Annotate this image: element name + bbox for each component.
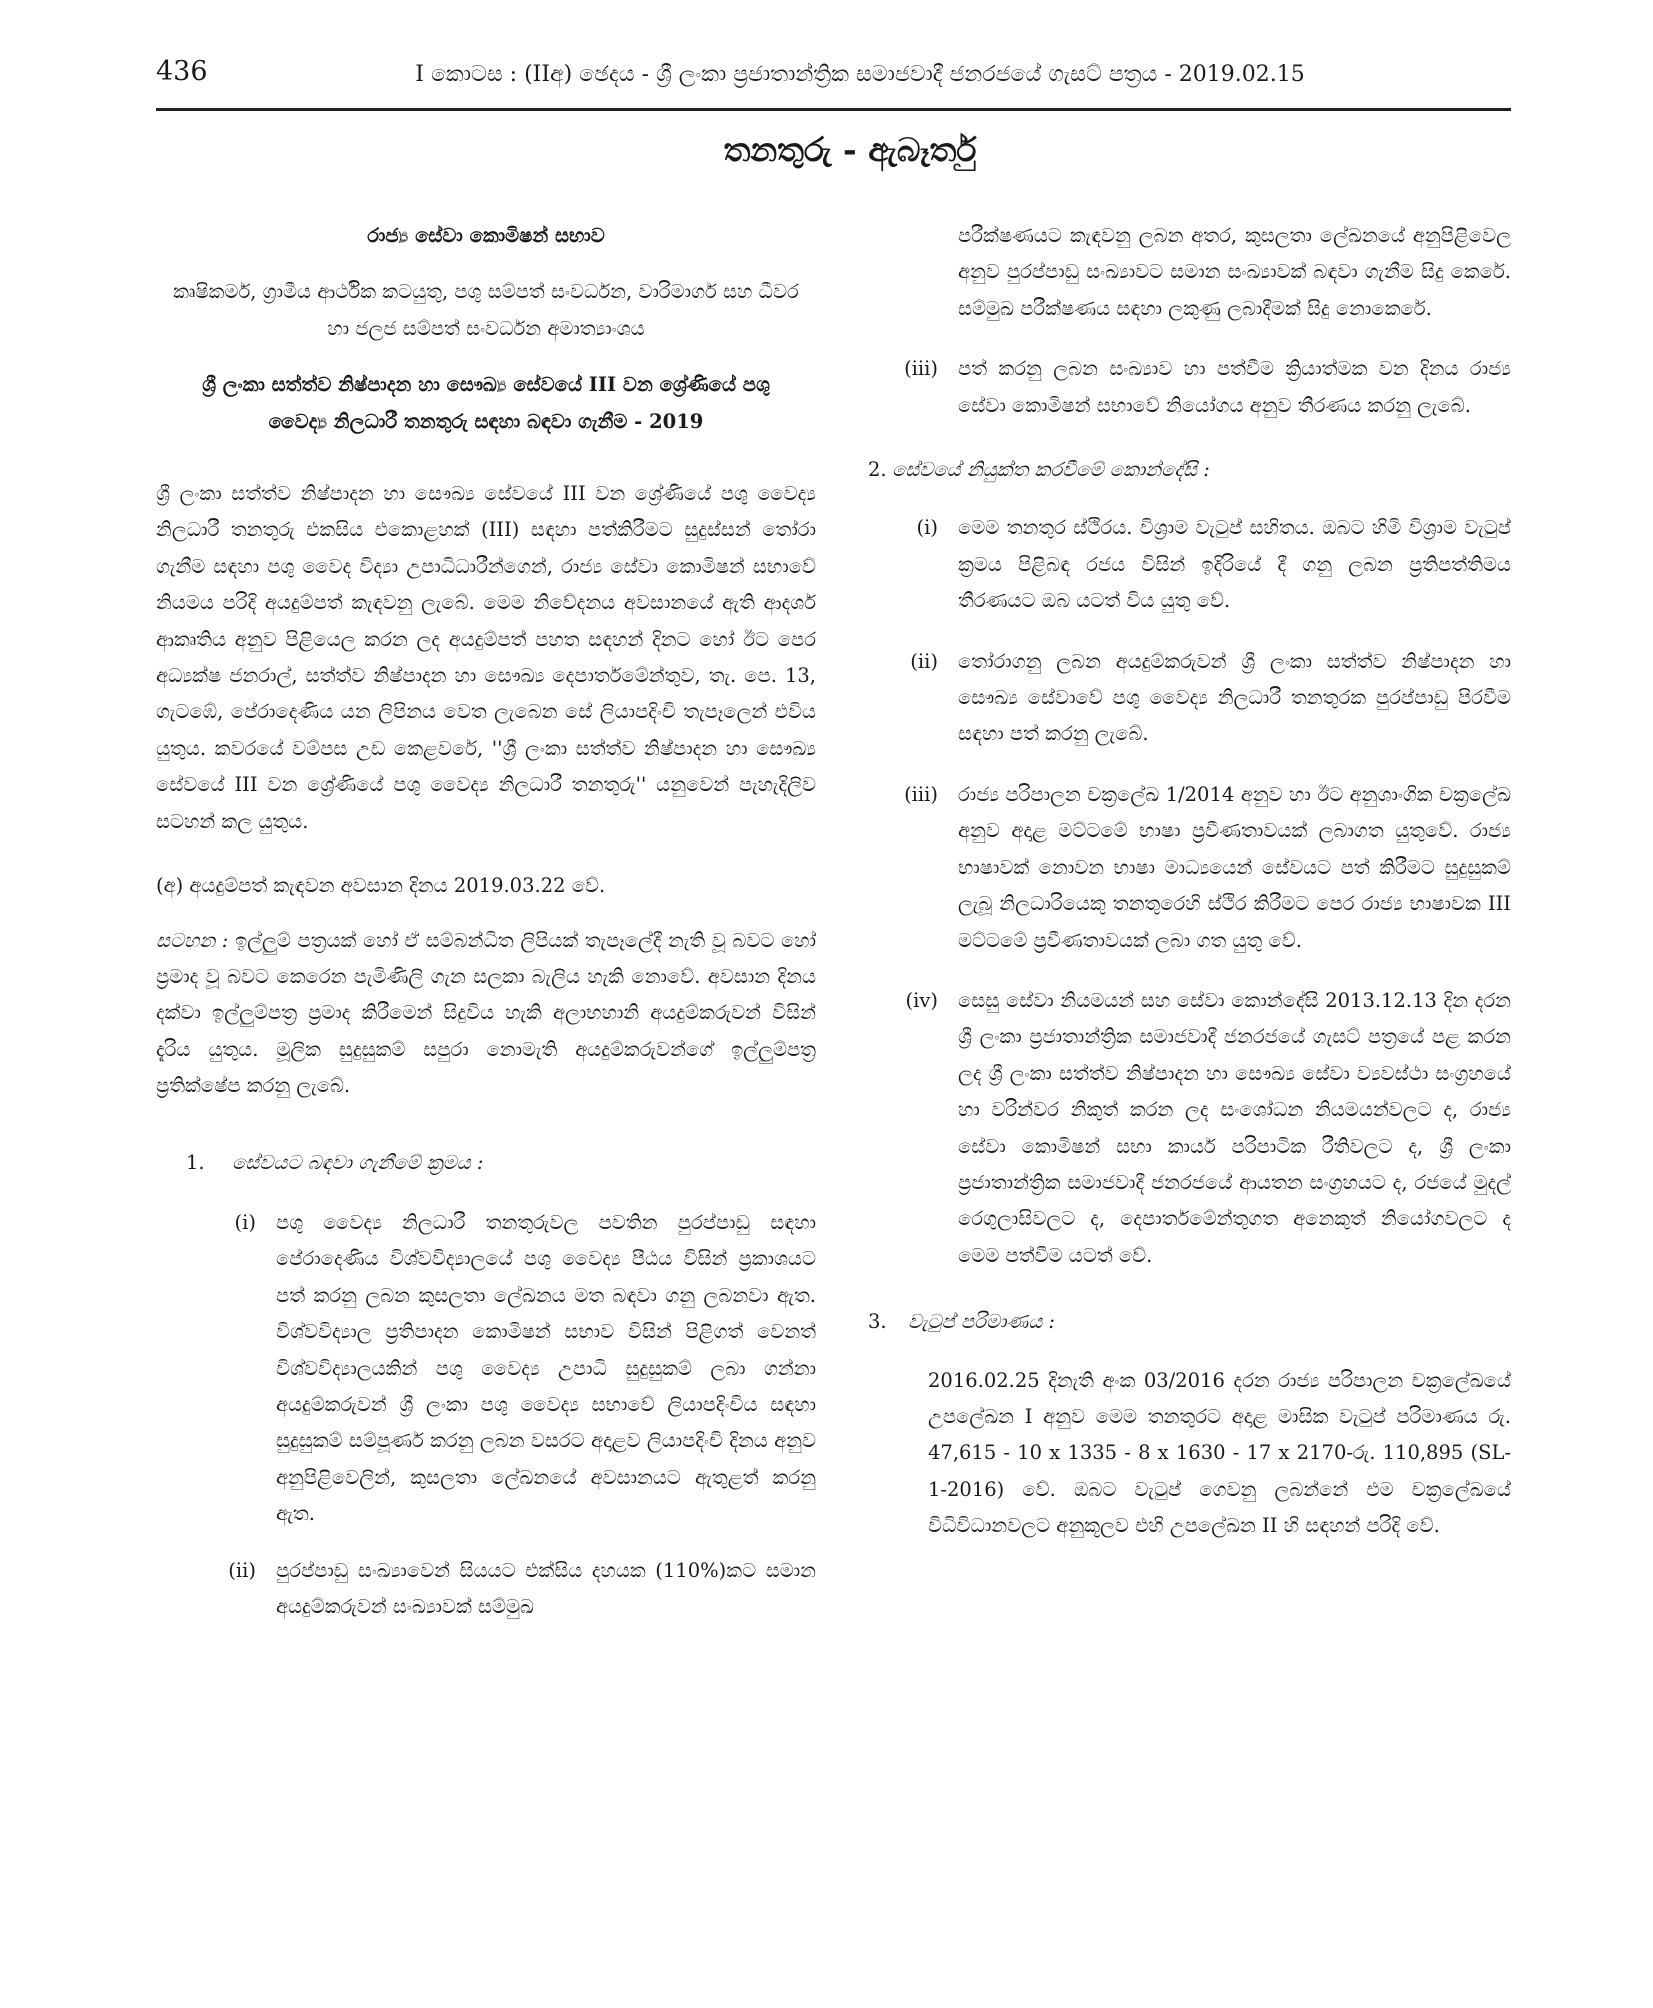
section-heading: සේවයට බඳවා ගැනීමේ ක්‍රමය : [232,1150,484,1174]
note-text: ඉල්ලුම් පත්‍රයක් හෝ ඒ සම්බන්ධිත ලිපියක් තැපෑලේදී නැති වූ බවට හෝ ප්‍රමාද වූ බවට කෙරෙන පැමිණිලි ගැන සලකා බැලිය හැකි නොවේ. අවසාන දිනය දක්වා ඉල්ලුම්පත්‍ර ප්‍රමාද කිරීමෙන් සිදුවිය හැකි අලාභහානි අයදුම්කරුවන් විසින් දැරිය යුතුය. මූලික සුදුසුකම් සපුරා නොමැති අයදුම්කරුවන්ගේ ඉල්ලුම්පත්‍ර ප්‍රතික්ෂේප කරනු ලැබේ. [156,928,816,1098]
item-number: (iii) [904,357,938,381]
salary-paragraph: 2016.02.25 දිනැති අංක 03/2016 දරන රාජ්‍ය පරිපාලන චක්‍රලේඛයේ උපලේඛන I අනුව මෙම තනතුරට අදාළ මාසික වැටුප් පරිමාණය රු. 47,615 - 10 x 1335 - 8 x 1630 - 17 x 2170-රු. 110,895 (SL-1-2016) වේ. ඔබට වැටුප් ගෙවනු ලබන්නේ එම චක්‍රලේඛයේ විධිවිධානවලට අනුකූලව එහි උපලේඛන II හි සඳහන් පරිදි වේ. [928,1368,1511,1538]
list-item [868,644,1511,753]
item-number: (i) [234,1210,256,1234]
org-heading: රාජ්‍ය සේවා කොමිෂන් සභාව [367,224,605,247]
page-number: 436 [156,56,208,87]
ministry-heading: කෘෂිකර්ම, ග්‍රාමීය ආර්ථික කටයුතු, පශු සම්පත් සංවර්ධන, වාරිමාර්ග සහ ධීවර හා ජලජ සම්පත් සංවර්ධන අමාත්‍යාංශය [173,280,799,340]
closing-date: (අ) අයදුම්පත් කැඳවන අවසාන දිනය 2019.03.22 වේ. [156,874,606,898]
list-item [868,351,1511,424]
item-number: (iii) [904,782,938,806]
list-item [156,1553,816,1626]
section-heading: වැටුප් පරිමාණය : [908,1310,1055,1334]
item-text: සෙසු සේවා නියමයන් සහ සේවා කොන්දේසි 2013.12.13 දින දරන ශ්‍රී ලංකා ප්‍රජාතාන්ත්‍රික සමාජවාදී ජනරජයේ ගැසට් පත්‍රයේ පළ කරන ලද ශ්‍රී ලංකා සත්ත්ව නිෂ්පාදන හා සෞඛ්‍ය සේවා ව්‍යවස්ථා සංග්‍රහයේ හා වරින්වර නිකුත් කරන ලද සංශෝධන නියමයන්වලට ද, රාජ්‍ය සේවා කොමිෂන් සභා කාර්ය පරිපාටික රීතිවලට ද, ශ්‍රී ලංකා ප්‍රජාතාන්ත්‍රික සමාජවාදී ජනරජයේ ආයතන සංග්‍රහයට ද, රජයේ මුදල් රෙගුලාසිවලට ද, දෙපාර්තමේන්තුගත අනෙකුත් නියෝගවලට ද මෙම පත්වීම යටත් වේ. [958,988,1511,1267]
item-text: පුරප්පාඩු සංඛ්‍යාවෙන් සියයට එක්සිය දහයක (110%)කට සමාන අයදුම්කරුවන් සංඛ්‍යාවක් සම්මුඛ [276,1558,816,1618]
list-item [868,983,1511,1274]
right-column [868,218,1511,1545]
section-heading: සේවයේ නියුක්ත කරවීමේ කොන්දේසි : [892,458,1210,482]
section-title: තනතුරු - ඇබෑර්තු [723,130,977,169]
list-item [156,1205,816,1533]
note-label: සටහන : [156,928,229,952]
item-text: තෝරාගනු ලබන අයදුම්කරුවන් ශ්‍රී ලංකා සත්ත්ව නිෂ්පාදන හා සෞඛ්‍ය සේවාවේ පශු වෛද්‍ය නිලධාරී තනතුරක පුරප්පාඩු පිරවීම සඳහා පත් කරනු ලැබේ. [958,649,1511,746]
running-header: I කොටස : (IIඅ) ඡෙදය - ශ්‍රී ලංකා ප්‍රජාතාන්ත්‍රික සමාජවාදී ජනරජයේ ගැසට් පත්‍රය - 2019.02.15 [415,62,1305,87]
item-text: පත් කරනු ලබන සංඛ්‍යාව හා පත්වීම ක්‍රියාත්මක වන දිනය රාජ්‍ය සේවා කොමිෂන් සභාවේ නියෝගය අනුව තීරණය කරනු ලැබේ. [958,357,1511,417]
section-3-heading [868,1304,1511,1340]
list-item [868,510,1511,619]
intro-paragraph: ශ්‍රී ලංකා සත්ත්ව නිෂ්පාදන හා සෞඛ්‍ය සේවයේ III වන ශ්‍රේණියේ පශු වෛද්‍ය නිලධාරී තනතුරු එකසිය එකොළහක් (III) සඳහා පත්කිරීමට සුදුස්සන් තෝරා ගැනීම සඳහා පශු වෛද විද්‍යා උපාධිධාරීන්ගෙන්, රාජ්‍ය සේවා කොමිෂන් සභාවේ නියමය පරිදි අයදුම්පත් කැඳවනු ලැබේ. මෙම නිවේදනය අවසානයේ ඇති ආදර්ශ ආකෘතිය අනුව පිළියෙල කරන ලද අයදුම්පත් පහත සඳහන් දිනට හෝ ඊට පෙර අධ්‍යක්ෂ ජනරාල්, සත්ත්ව නිෂ්පාදන හා සෞඛ්‍ය දෙපාර්තමේන්තුව, තැ. පෙ. 13, ගැටඹේ, පේරාදෙණිය යන ලිපිනය වෙත ලැබෙන සේ ලියාපදිංචි තැපෑලෙන් එවිය යුතුය. කවරයේ වම්පස උඩ කෙළවරේ, ''ශ්‍රී ලංකා සත්ත්ව නිෂ්පාදන හා සෞඛ්‍ය සේවයේ III වන ශ්‍රේණියේ පශු වෛද්‍ය නිලධාරී තනතුරු'' යනුවෙන් පැහැදිලිව සටහන් කල යුතුය. [156,482,816,833]
left-column [156,218,816,1625]
item-text: පශු වෛද්‍ය නිලධාරී තනතුරුවල පවතින පුරප්පාඩු සඳහා පේරාදෙණිය විශ්වවිද්‍යාලයේ පශු වෛද්‍ය පීඨය විසින් ප්‍රකාශයට පත් කරනු ලබන කුසලතා ලේඛනය මත බඳවා ගනු ලබනවා ඇත. විශ්වවිද්‍යාල ප්‍රතිපාදන කොමිෂන් සභාව විසින් පිළිගත් වෙනත් විශ්වවිද්‍යාලයකින් පශු වෛද්‍ය උපාධි සුදුසුකම් ලබා ගන්නා අයදුම්කරුවන් ශ්‍රී ලංකා පශු වෛද්‍ය සභාවේ ලියාපදිංචිය සඳහා සුදුසුකම් සම්පූර්ණ කරනු ලබන වසරට අදාළව ලියාපදිංචි දිනය අනුව අනුපිළිවෙලින්, කුසලතා ලේඛනයේ අවසානයට ඇතුළත් කරනු ඇත. [276,1210,816,1526]
list-item [868,777,1511,959]
item-number: (i) [916,516,938,540]
continued-paragraph: පරීක්ෂණයට කැඳවනු ලබන අතර, කුසලතා ලේඛනයේ අනුපිළිවෙල අනුව පුරප්පාඩු සංඛ්‍යාවට සමාන සංඛ්‍යාවක් බඳවා ගැනීම සිදු කෙරේ. සම්මුඛ පරීක්ෂණය සඳහා ලකුණු ලබාදීමක් සිදු නොකෙරේ. [958,224,1511,320]
section-number: 2. [868,458,887,482]
section-2-heading [868,452,1511,488]
item-number: (iv) [905,988,938,1012]
section-number: 1. [186,1150,205,1174]
item-number: (ii) [228,1558,256,1582]
item-text: මෙම තනතුර ස්ථිරය. විශ්‍රාම වැටුප් සහිතය. ඔබට හිමි විශ්‍රාම වැටුප් ක්‍රමය පිළිබඳ රජය විසින් ඉදිරියේ දී ගනු ලබන ප්‍රතිපත්තිමය තීරණයට ඔබ යටත් විය යුතු වේ. [958,516,1511,613]
item-text: රාජ්‍ය පරිපාලන චක්‍රලේඛ 1/2014 අනුව හා ඊට අනුශාංගික චක්‍රලේඛ අනුව අදාළ මට්ටමේ භාෂා ප්‍රවීණතාවයක් ලබාගත යුතුවේ. රාජ්‍ය භාෂාවක් නොවන භාෂා මාධ්‍යයෙන් සේවයට පත් කිරීමට සුදුසුකම් ලැබූ නිලධාරියෙකු තනතුරෙහි ස්ථිර කිරීමට පෙර රාජ්‍ය භාෂාවක III මට්ටමේ ප්‍රවීණතාවයක් ලබා ගත යුතු වේ. [958,782,1511,952]
notice-title: ශ්‍රී ලංකා සත්ත්ව නිෂ්පාදන හා සෞඛ්‍ය සේවයේ III වන ශ්‍රේණියේ පශු වෛද්‍ය නිලධාරී තනතුරු සඳහා බඳවා ගැනීම - 2019 [202,373,770,433]
section-number: 3. [868,1310,887,1334]
item-number: (ii) [910,649,938,673]
note-paragraph [156,923,816,1105]
header-rule [156,108,1511,111]
section-1-heading [156,1145,816,1181]
